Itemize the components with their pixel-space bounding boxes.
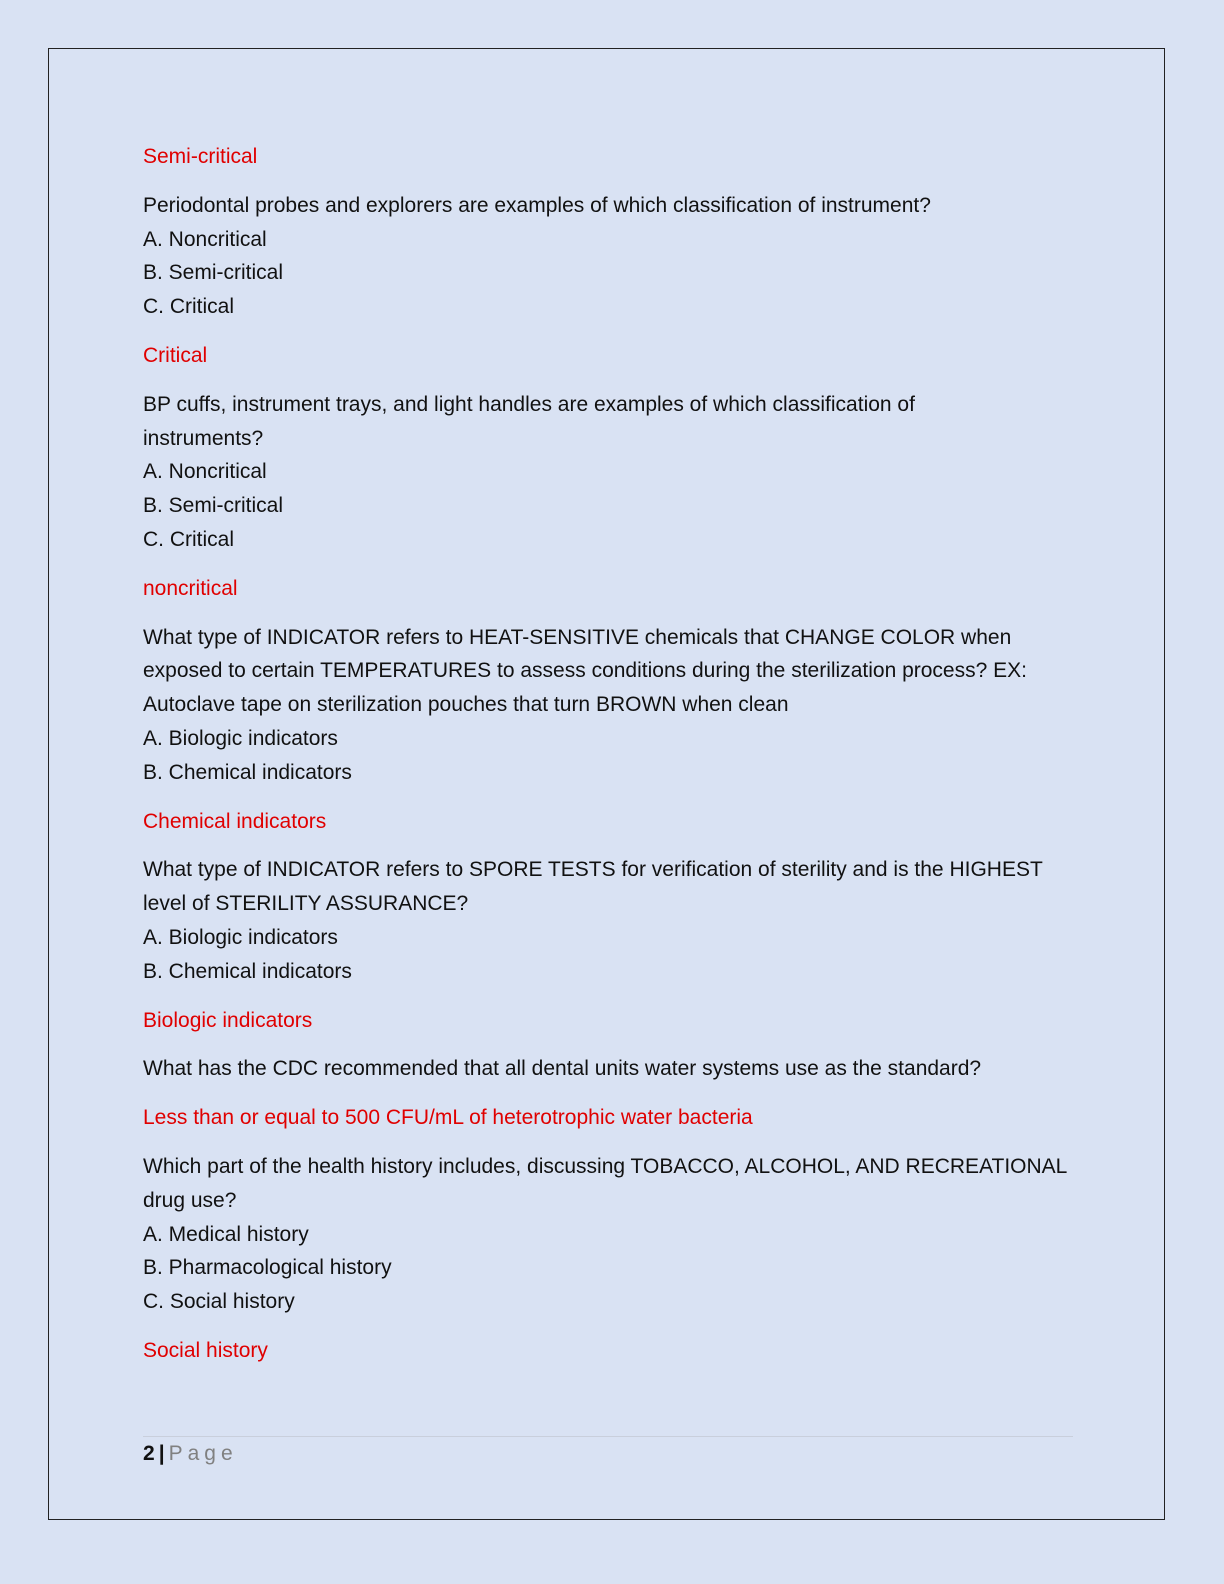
answer-option: B. Chemical indicators	[143, 760, 352, 784]
question-line: What type of INDICATOR refers to SPORE TESTS for verification of sterility and is the HIGHEST	[143, 858, 1043, 882]
answer-option: A. Medical history	[143, 1222, 309, 1246]
answer-text: Social history	[143, 1338, 268, 1362]
page-footer	[143, 1440, 238, 1468]
answer-option: C. Critical	[143, 295, 235, 319]
question-line: exposed to certain TEMPERATURES to assess conditions during the sterilization process? EX:	[143, 659, 1027, 683]
answer-text: Semi-critical	[143, 145, 258, 168]
question-line: Periodontal probes and explorers are examples of which classification of instrument?	[143, 193, 931, 217]
answer-option: A. Biologic indicators	[143, 925, 338, 949]
question-line: level of STERILITY ASSURANCE?	[143, 892, 469, 916]
question-line: BP cuffs, instrument trays, and light handles are examples of which classification of	[143, 392, 915, 416]
question-line: drug use?	[143, 1188, 237, 1212]
answer-option: A. Noncritical	[143, 227, 267, 251]
question-block	[143, 1150, 1073, 1319]
footer-separator: |	[158, 1442, 165, 1465]
document-body	[143, 140, 1073, 1383]
question-line: Which part of the health history includes, discussing TOBACCO, ALCOHOL, AND RECREATIONAL	[143, 1154, 1068, 1178]
answer-option: B. Chemical indicators	[143, 959, 352, 983]
answer-text: Critical	[143, 343, 208, 367]
answer-option: B. Semi-critical	[143, 261, 284, 285]
answer-option: B. Semi-critical	[143, 494, 284, 518]
question-block	[143, 621, 1073, 790]
answer-option: C. Critical	[143, 527, 235, 551]
answer-text: Chemical indicators	[143, 809, 327, 833]
answer-text: Biologic indicators	[143, 1008, 313, 1032]
question-block	[143, 388, 1073, 557]
question-line: What has the CDC recommended that all dental units water systems use as the standard?	[143, 1057, 982, 1081]
answer-text: noncritical	[143, 576, 238, 600]
question-block	[143, 853, 1073, 988]
footer-divider	[143, 1436, 1073, 1437]
answer-text: Less than or equal to 500 CFU/mL of heterotrophic water bacteria	[143, 1106, 753, 1130]
question-line: instruments?	[143, 426, 264, 450]
page-number: 2	[143, 1442, 155, 1465]
question-block	[143, 1052, 1073, 1086]
page-label: Page	[168, 1442, 238, 1465]
answer-option: B. Pharmacological history	[143, 1256, 392, 1280]
question-line: Autoclave tape on sterilization pouches that turn BROWN when clean	[143, 693, 789, 717]
question-block	[143, 189, 1073, 324]
question-line: What type of INDICATOR refers to HEAT-SENSITIVE chemicals that CHANGE COLOR when	[143, 625, 1012, 649]
answer-option: A. Biologic indicators	[143, 726, 338, 750]
answer-option: C. Social history	[143, 1290, 295, 1314]
answer-option: A. Noncritical	[143, 460, 267, 484]
